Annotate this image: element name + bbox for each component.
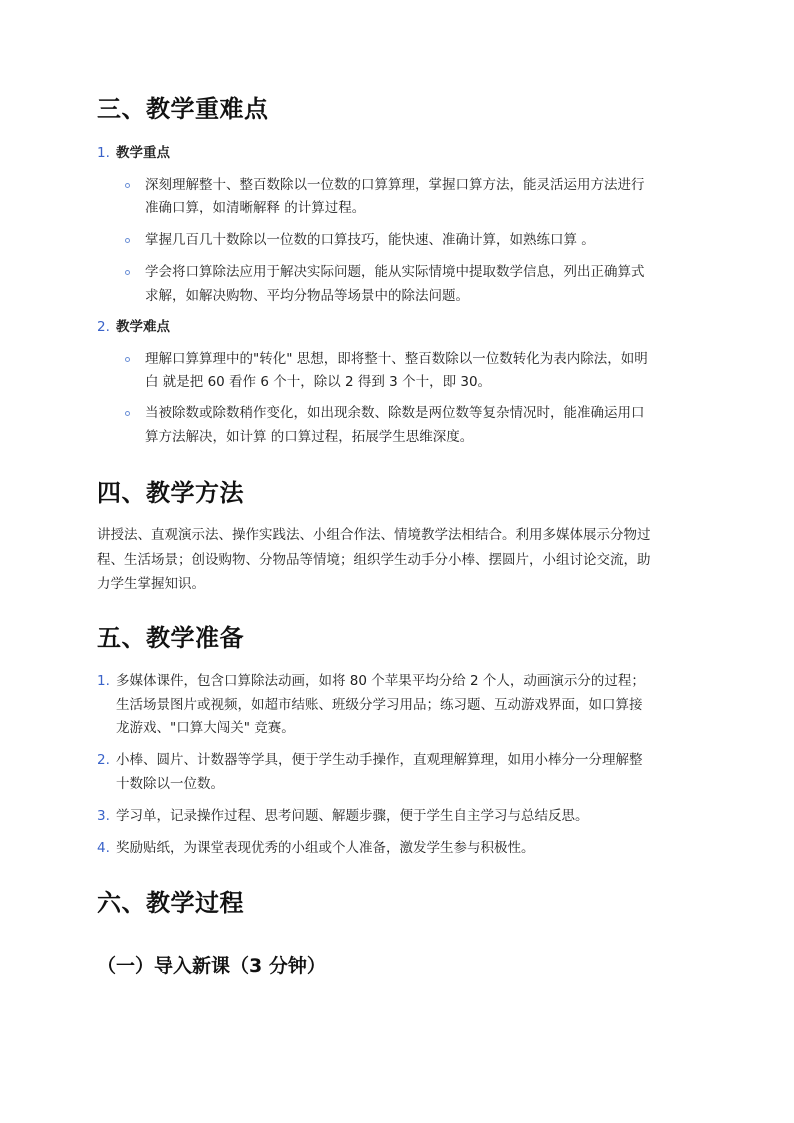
list-number: 2. [97,752,110,768]
list-number: 1. [97,673,110,689]
list-item-line: 多媒体课件，包含口算除法动画，如将 80 个苹果平均分给 2 个人，动画演示分的过程； [116,673,645,689]
bullet-text-line: 掌握几百几十数除以一位数的口算技巧，能快速、准确计算，如熟练口算 。 [145,232,595,248]
list-number: 3. [97,808,110,824]
paragraph-line: 程、生活场景；创设购物、分物品等情境；组织学生动手分小棒、摆圆片，小组讨论交流，助 [97,552,651,568]
bullet-text-line: 白 就是把 60 看作 6 个十，除以 2 得到 3 个十，即 30。 [145,374,492,390]
bullet-text-line: 理解口算算理中的"转化" 思想，即将整十、整百数除以一位数转化为表内除法，如明 [145,351,648,367]
list-item-line: 龙游戏、"口算大闯关" 竞赛。 [116,720,295,736]
bullet-text-line: 准确口算，如清晰解释 的计算过程。 [145,200,366,216]
list-item-line: 学习单，记录操作过程、思考问题、解题步骤，便于学生自主学习与总结反思。 [116,808,589,824]
paragraph-line: 力学生掌握知识。 [97,576,205,592]
list-number: 4. [97,840,110,856]
bullet-icon [125,357,130,362]
section-heading-teaching-methods: 四、教学方法 [97,479,244,507]
bullet-icon [125,238,130,243]
bullet-text-line: 学会将口算除法应用于解决实际问题，能从实际情境中提取数学信息，列出正确算式 [145,264,645,280]
bullet-icon [125,270,130,275]
list-number: 2. [97,319,110,335]
section-heading-teaching-focus: 三、教学重难点 [97,95,269,123]
list-item-line: 十数除以一位数。 [116,776,224,792]
bullet-text-line: 深刻理解整十、整百数除以一位数的口算算理，掌握口算方法，能灵活运用方法进行 [145,177,645,193]
bullet-text-line: 算方法解决，如计算 的口算过程，拓展学生思维深度。 [145,429,474,445]
subsection-heading-introduction: （一）导入新课（3 分钟） [97,955,326,977]
list-item-line: 生活场景图片或视频，如超市结账、班级分学习用品；练习题、互动游戏界面，如口算接 [116,697,643,713]
list-item-label: 教学重点 [116,145,170,161]
section-heading-teaching-process: 六、教学过程 [97,889,244,917]
list-number: 1. [97,145,110,161]
paragraph-line: 讲授法、直观演示法、操作实践法、小组合作法、情境教学法相结合。利用多媒体展示分物过 [97,527,651,543]
bullet-icon [125,411,130,416]
list-item-line: 奖励贴纸，为课堂表现优秀的小组或个人准备，激发学生参与积极性。 [116,840,535,856]
section-heading-teaching-preparation: 五、教学准备 [97,624,244,652]
list-item-line: 小棒、圆片、计数器等学具，便于学生动手操作，直观理解算理，如用小棒分一分理解整 [116,752,643,768]
bullet-text-line: 求解，如解决购物、平均分物品等场景中的除法问题。 [145,288,469,304]
bullet-icon [125,183,130,188]
bullet-text-line: 当被除数或除数稍作变化，如出现余数、除数是两位数等复杂情况时，能准确运用口 [145,405,645,421]
list-item-label: 教学难点 [116,319,170,335]
